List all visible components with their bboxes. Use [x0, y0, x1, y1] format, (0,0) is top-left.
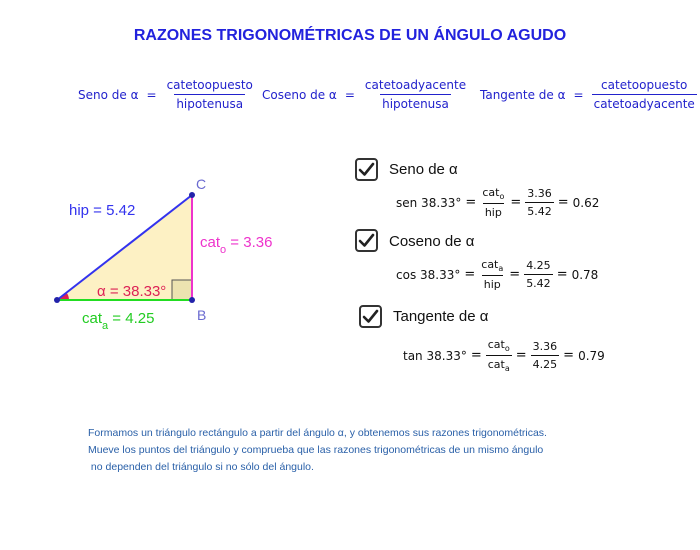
adjacent-label: [82, 310, 154, 332]
formula-symbolic-fraction: [479, 258, 505, 291]
tangent-checkbox[interactable]: [359, 305, 382, 328]
sine-formula: [396, 186, 599, 219]
checkmark-icon: [358, 233, 375, 248]
formula-numeric-fraction: [524, 259, 553, 290]
checkmark-icon: [362, 309, 379, 324]
tangent-checkbox-label[interactable]: Tangente de α: [393, 308, 489, 325]
fraction-numerator: catetoadyacente: [364, 78, 467, 92]
fraction-denominator: hipotenusa: [380, 94, 451, 111]
fraction-denominator: hipotenusa: [174, 94, 245, 111]
cat-text: cat: [481, 258, 499, 271]
cat-text: cat: [487, 338, 505, 351]
opposite-label-subscript: o: [220, 244, 227, 256]
vertex-label-c: C: [196, 176, 207, 192]
description-line: no dependen del triángulo si no sólo del ángulo.: [88, 461, 314, 473]
fraction-denominator: hip: [482, 275, 503, 291]
equals-sign: =: [146, 87, 157, 102]
cat-subscript: o: [504, 344, 510, 354]
fraction-denominator: [486, 355, 512, 373]
page-title: RAZONES TRIGONOMÉTRICAS DE UN ÁNGULO AGUDO: [133, 27, 567, 44]
formula-left: cos 38.33°: [396, 267, 461, 282]
fraction-numerator: 3.36: [532, 340, 558, 354]
equals-sign: =: [470, 348, 482, 364]
formula-result: 0.62: [572, 195, 600, 210]
cosine-checkbox-label[interactable]: Coseno de α: [389, 233, 475, 250]
definition-label: Coseno de α: [262, 87, 337, 102]
fraction-numerator: 4.25: [526, 259, 551, 273]
equals-sign: =: [515, 348, 527, 364]
fraction-numerator: 3.36: [527, 187, 552, 201]
fraction-denominator: 5.42: [524, 274, 553, 290]
cat-subscript: o: [499, 192, 505, 202]
cosine-formula: [396, 258, 598, 291]
tangent-formula: [403, 338, 605, 373]
opposite-label-text: cat: [200, 234, 221, 251]
formula-left: tan 38.33°: [403, 348, 467, 363]
formula-result: 0.78: [571, 267, 599, 282]
adjacent-label-value: = 4.25: [108, 310, 155, 327]
fraction-numerator: [479, 258, 505, 275]
sine-checkbox[interactable]: [355, 158, 378, 181]
cat-subscript: a: [504, 364, 510, 374]
right-angle-marker: [172, 280, 192, 300]
fraction-denominator: hip: [483, 203, 504, 219]
equals-sign: =: [557, 195, 569, 211]
formula-symbolic-fraction: [480, 186, 506, 219]
equals-sign: =: [509, 267, 521, 283]
cat-text: cat: [482, 186, 500, 199]
cosine-checkbox[interactable]: [355, 229, 378, 252]
fraction-numerator: [486, 338, 512, 355]
definition-label: Seno de α: [78, 87, 139, 102]
formula-result: 0.79: [578, 348, 605, 363]
angle-label: α = 38.33°: [97, 283, 167, 300]
adjacent-label-subscript: a: [102, 320, 109, 332]
sine-checkbox-label[interactable]: Seno de α: [389, 161, 458, 178]
equals-sign: =: [465, 195, 477, 211]
fraction-denominator: 5.42: [525, 202, 554, 218]
equals-sign: =: [556, 267, 568, 283]
equals-sign: =: [464, 267, 476, 283]
formula-symbolic-fraction: [486, 338, 512, 373]
checkmark-icon: [358, 162, 375, 177]
description-text: [88, 425, 547, 476]
vertex-label-b: B: [197, 307, 207, 323]
fraction-denominator: 4.25: [531, 355, 560, 371]
opposite-label-value: = 3.36: [226, 234, 273, 251]
equals-sign: =: [344, 87, 355, 102]
formula-left: sen 38.33°: [396, 195, 462, 210]
fraction-denominator: catetoadyacente: [592, 94, 697, 111]
cat-text: cat: [487, 358, 505, 372]
formula-numeric-fraction: [531, 340, 560, 371]
fraction-numerator: [480, 186, 506, 203]
description-line: Formamos un triángulo rectángulo a partir del ángulo α, y obtenemos sus razones trigonométricas.: [88, 427, 547, 439]
equals-sign: =: [510, 195, 522, 211]
hypotenuse-label: hip = 5.42: [69, 202, 136, 219]
fraction-numerator: catetoopuesto: [166, 78, 253, 92]
opposite-label: [200, 234, 272, 256]
equals-sign: =: [573, 87, 584, 102]
equals-sign: =: [563, 348, 575, 364]
cat-subscript: a: [498, 264, 504, 274]
formula-numeric-fraction: [525, 187, 554, 218]
description-line: Mueve los puntos del triángulo y comprueba que las razones trigonométricas de un mismo ángulo: [88, 444, 544, 456]
adjacent-label-text: cat: [82, 310, 103, 327]
fraction-numerator: catetoopuesto: [601, 78, 688, 92]
definition-label: Tangente de α: [480, 87, 566, 102]
point-a[interactable]: [54, 297, 60, 303]
point-c[interactable]: [189, 192, 195, 198]
point-b[interactable]: [189, 297, 195, 303]
